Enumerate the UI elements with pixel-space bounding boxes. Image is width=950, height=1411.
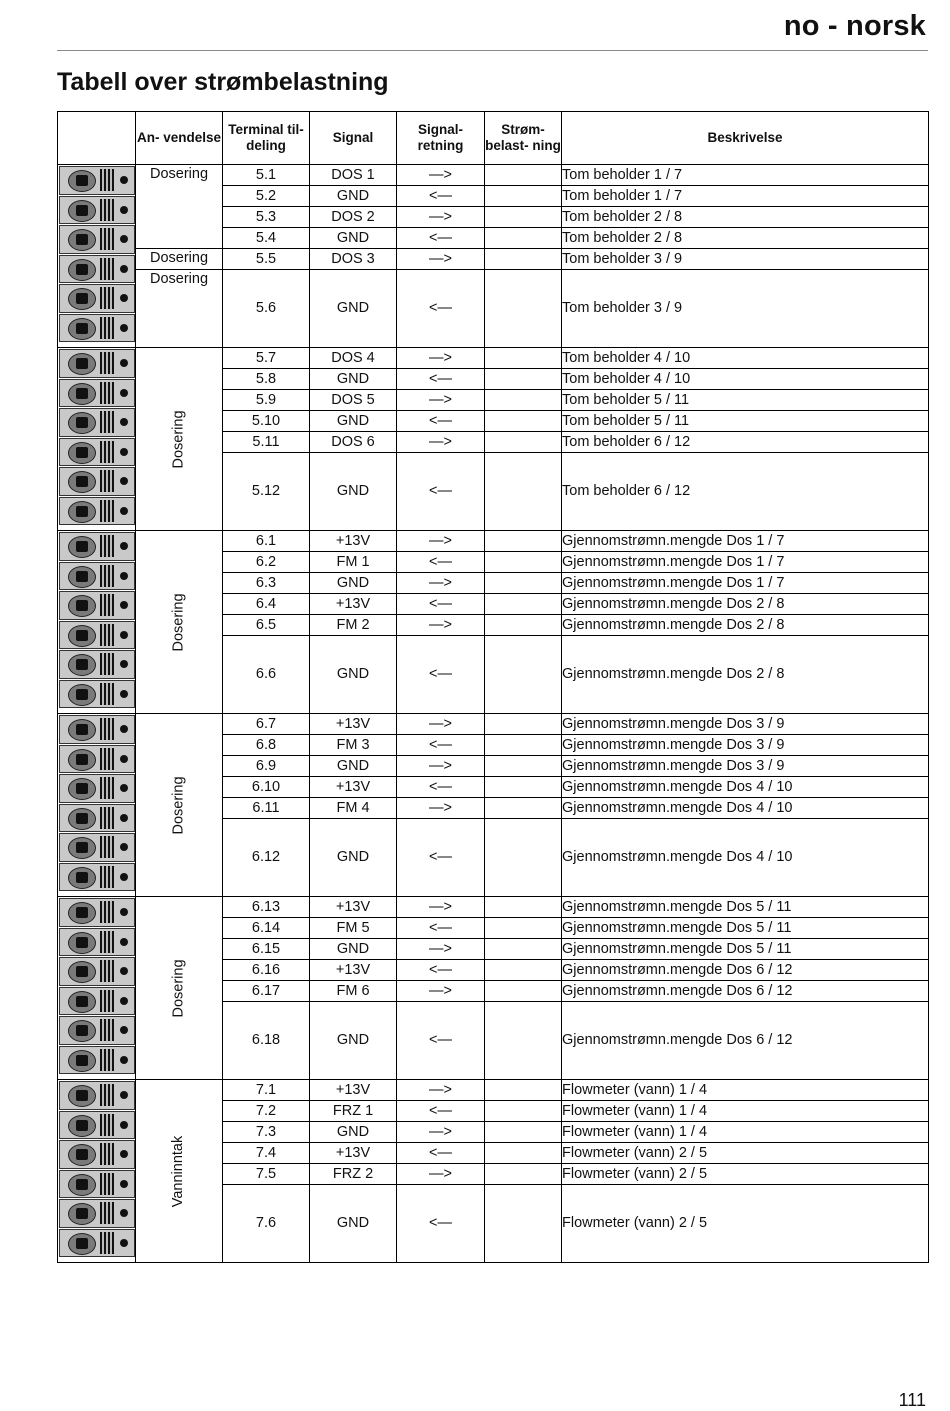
cell-signal: GND: [310, 1002, 397, 1080]
connector-pin-icon: [59, 225, 135, 254]
cell-signal: GND: [310, 453, 397, 531]
header-terminal: Terminal til- deling: [223, 112, 310, 165]
connector-pin-icon: [59, 314, 135, 343]
connector-pin-icon: [59, 438, 135, 467]
cell-terminal: 5.8: [223, 369, 310, 390]
header-signal-retning: Signal- retning: [397, 112, 485, 165]
table-row: [58, 249, 929, 270]
cell-signal-retning: —>: [397, 1164, 485, 1185]
cell-signal: FM 1: [310, 552, 397, 573]
cell-terminal: 6.2: [223, 552, 310, 573]
table-row: [58, 897, 929, 918]
cell-anvendelse: Dosering: [136, 165, 223, 249]
cell-terminal: 6.7: [223, 714, 310, 735]
cell-strombelastning: [485, 1101, 562, 1122]
cell-strombelastning: [485, 939, 562, 960]
cell-beskrivelse: Tom beholder 3 / 9: [562, 270, 929, 348]
cell-beskrivelse: Gjennomstrømn.mengde Dos 6 / 12: [562, 960, 929, 981]
cell-terminal: 5.7: [223, 348, 310, 369]
cell-signal-retning: —>: [397, 756, 485, 777]
cell-beskrivelse: Gjennomstrømn.mengde Dos 3 / 9: [562, 735, 929, 756]
cell-signal-retning: —>: [397, 897, 485, 918]
cell-terminal: 7.4: [223, 1143, 310, 1164]
connector-pin-icon: [59, 1016, 135, 1045]
connector-pin-icon: [59, 1140, 135, 1169]
cell-anvendelse-group: [136, 531, 223, 714]
cell-signal: +13V: [310, 960, 397, 981]
cell-beskrivelse: Gjennomstrømn.mengde Dos 5 / 11: [562, 939, 929, 960]
connector-pin-icon: [59, 1111, 135, 1140]
connector-pin-icon: [59, 680, 135, 709]
header-beskrivelse: Beskrivelse: [562, 112, 929, 165]
cell-strombelastning: [485, 735, 562, 756]
cell-strombelastning: [485, 411, 562, 432]
cell-strombelastning: [485, 1002, 562, 1080]
cell-strombelastning: [485, 249, 562, 270]
cell-signal: GND: [310, 186, 397, 207]
cell-terminal: 7.6: [223, 1185, 310, 1263]
cell-signal: DOS 1: [310, 165, 397, 186]
cell-signal: GND: [310, 1122, 397, 1143]
cell-terminal: 5.4: [223, 228, 310, 249]
cell-terminal: 5.3: [223, 207, 310, 228]
table-header-row: [58, 112, 929, 165]
cell-terminal: 6.17: [223, 981, 310, 1002]
cell-beskrivelse: Gjennomstrømn.mengde Dos 6 / 12: [562, 981, 929, 1002]
cell-beskrivelse: Tom beholder 3 / 9: [562, 249, 929, 270]
cell-beskrivelse: Gjennomstrømn.mengde Dos 2 / 8: [562, 636, 929, 714]
connector-pin-icon: [59, 745, 135, 774]
cell-signal-retning: <—: [397, 1101, 485, 1122]
cell-signal-retning: <—: [397, 1002, 485, 1080]
cell-signal: GND: [310, 636, 397, 714]
connector-pin-icon: [59, 928, 135, 957]
cell-strombelastning: [485, 594, 562, 615]
cell-signal-retning: <—: [397, 186, 485, 207]
terminal-connector-image: [58, 897, 136, 1080]
cell-signal-retning: —>: [397, 390, 485, 411]
cell-beskrivelse: Flowmeter (vann) 1 / 4: [562, 1122, 929, 1143]
cell-terminal: 6.12: [223, 819, 310, 897]
cell-strombelastning: [485, 552, 562, 573]
terminal-connector-image: [58, 714, 136, 897]
page-number: 111: [898, 1390, 926, 1410]
cell-terminal: 6.3: [223, 573, 310, 594]
cell-beskrivelse: Gjennomstrømn.mengde Dos 3 / 9: [562, 714, 929, 735]
cell-terminal: 5.12: [223, 453, 310, 531]
cell-strombelastning: [485, 918, 562, 939]
cell-signal-retning: —>: [397, 165, 485, 186]
cell-terminal: 6.8: [223, 735, 310, 756]
cell-strombelastning: [485, 207, 562, 228]
cell-signal: +13V: [310, 714, 397, 735]
cell-beskrivelse: Flowmeter (vann) 2 / 5: [562, 1143, 929, 1164]
cell-strombelastning: [485, 1080, 562, 1101]
cell-signal: +13V: [310, 1143, 397, 1164]
connector-pin-icon: [59, 196, 135, 225]
cell-signal-retning: <—: [397, 735, 485, 756]
cell-signal-retning: —>: [397, 531, 485, 552]
cell-signal-retning: <—: [397, 453, 485, 531]
cell-beskrivelse: Tom beholder 5 / 11: [562, 390, 929, 411]
cell-terminal: 7.1: [223, 1080, 310, 1101]
cell-anvendelse-group: [136, 348, 223, 531]
connector-pin-icon: [59, 715, 135, 744]
terminal-connector-image: [58, 165, 136, 348]
cell-signal: GND: [310, 411, 397, 432]
cell-signal: GND: [310, 228, 397, 249]
anvendelse-vertical-label: Vanninntak: [170, 1135, 187, 1207]
cell-beskrivelse: Gjennomstrømn.mengde Dos 2 / 8: [562, 594, 929, 615]
cell-beskrivelse: Gjennomstrømn.mengde Dos 4 / 10: [562, 777, 929, 798]
cell-beskrivelse: Tom beholder 2 / 8: [562, 228, 929, 249]
cell-terminal: 6.14: [223, 918, 310, 939]
cell-signal: +13V: [310, 1080, 397, 1101]
cell-beskrivelse: Gjennomstrømn.mengde Dos 5 / 11: [562, 897, 929, 918]
cell-signal: GND: [310, 1185, 397, 1263]
connector-pin-icon: [59, 255, 135, 284]
connector-pin-icon: [59, 650, 135, 679]
cell-terminal: 6.9: [223, 756, 310, 777]
terminal-connector-image: [58, 531, 136, 714]
connector-pin-icon: [59, 591, 135, 620]
connector-pin-icon: [59, 1081, 135, 1110]
cell-signal-retning: <—: [397, 918, 485, 939]
cell-signal-retning: —>: [397, 207, 485, 228]
connector-pin-icon: [59, 349, 135, 378]
connector-pin-icon: [59, 408, 135, 437]
cell-beskrivelse: Flowmeter (vann) 1 / 4: [562, 1101, 929, 1122]
cell-signal-retning: —>: [397, 1080, 485, 1101]
current-load-table: [57, 111, 929, 1263]
terminal-connector-image: [58, 348, 136, 531]
header-rule: [57, 50, 928, 51]
cell-beskrivelse: Tom beholder 6 / 12: [562, 432, 929, 453]
cell-strombelastning: [485, 714, 562, 735]
cell-signal: GND: [310, 573, 397, 594]
cell-signal: GND: [310, 270, 397, 348]
anvendelse-vertical-label: Dosering: [170, 592, 187, 652]
cell-signal-retning: <—: [397, 819, 485, 897]
cell-signal-retning: <—: [397, 960, 485, 981]
cell-terminal: 5.9: [223, 390, 310, 411]
cell-terminal: 6.5: [223, 615, 310, 636]
cell-signal-retning: —>: [397, 939, 485, 960]
cell-signal-retning: <—: [397, 270, 485, 348]
cell-signal: FM 4: [310, 798, 397, 819]
cell-beskrivelse: Gjennomstrømn.mengde Dos 3 / 9: [562, 756, 929, 777]
cell-beskrivelse: Gjennomstrømn.mengde Dos 4 / 10: [562, 819, 929, 897]
cell-strombelastning: [485, 1143, 562, 1164]
cell-terminal: 6.10: [223, 777, 310, 798]
cell-signal: +13V: [310, 531, 397, 552]
cell-signal: DOS 5: [310, 390, 397, 411]
table-row: [58, 270, 929, 348]
connector-pin-icon: [59, 1199, 135, 1228]
cell-signal-retning: <—: [397, 1143, 485, 1164]
table-row: [58, 1080, 929, 1101]
cell-strombelastning: [485, 1122, 562, 1143]
cell-anvendelse-group: [136, 714, 223, 897]
cell-signal-retning: <—: [397, 636, 485, 714]
cell-strombelastning: [485, 270, 562, 348]
cell-anvendelse-group: [136, 897, 223, 1080]
connector-pin-icon: [59, 532, 135, 561]
connector-pin-icon: [59, 898, 135, 927]
cell-signal: GND: [310, 756, 397, 777]
cell-terminal: 6.4: [223, 594, 310, 615]
cell-strombelastning: [485, 573, 562, 594]
cell-signal: GND: [310, 369, 397, 390]
cell-terminal: 6.1: [223, 531, 310, 552]
cell-terminal: 7.3: [223, 1122, 310, 1143]
connector-pin-icon: [59, 467, 135, 496]
connector-pin-icon: [59, 284, 135, 313]
cell-strombelastning: [485, 1185, 562, 1263]
cell-beskrivelse: Gjennomstrømn.mengde Dos 4 / 10: [562, 798, 929, 819]
cell-beskrivelse: Tom beholder 1 / 7: [562, 165, 929, 186]
cell-strombelastning: [485, 228, 562, 249]
anvendelse-vertical-label: Dosering: [170, 409, 187, 469]
cell-strombelastning: [485, 615, 562, 636]
connector-pin-icon: [59, 1229, 135, 1258]
connector-pin-icon: [59, 863, 135, 892]
cell-beskrivelse: Flowmeter (vann) 1 / 4: [562, 1080, 929, 1101]
cell-signal-retning: —>: [397, 1122, 485, 1143]
cell-beskrivelse: Tom beholder 6 / 12: [562, 453, 929, 531]
cell-strombelastning: [485, 390, 562, 411]
anvendelse-vertical-label: Dosering: [170, 775, 187, 835]
cell-terminal: 5.6: [223, 270, 310, 348]
cell-signal-retning: —>: [397, 981, 485, 1002]
cell-strombelastning: [485, 1164, 562, 1185]
cell-signal: FM 2: [310, 615, 397, 636]
cell-terminal: 6.15: [223, 939, 310, 960]
terminal-connector-image: [58, 1080, 136, 1263]
table-row: [58, 714, 929, 735]
cell-signal-retning: <—: [397, 369, 485, 390]
cell-strombelastning: [485, 369, 562, 390]
cell-anvendelse-group: [136, 1080, 223, 1263]
cell-signal-retning: <—: [397, 411, 485, 432]
cell-strombelastning: [485, 981, 562, 1002]
cell-beskrivelse: Tom beholder 4 / 10: [562, 369, 929, 390]
cell-beskrivelse: Gjennomstrømn.mengde Dos 1 / 7: [562, 552, 929, 573]
cell-signal-retning: <—: [397, 1185, 485, 1263]
cell-beskrivelse: Gjennomstrømn.mengde Dos 6 / 12: [562, 1002, 929, 1080]
cell-beskrivelse: Gjennomstrømn.mengde Dos 5 / 11: [562, 918, 929, 939]
cell-signal: FM 6: [310, 981, 397, 1002]
cell-signal: GND: [310, 819, 397, 897]
cell-terminal: 5.10: [223, 411, 310, 432]
cell-signal: +13V: [310, 777, 397, 798]
cell-signal-retning: <—: [397, 228, 485, 249]
cell-strombelastning: [485, 636, 562, 714]
table-row: [58, 165, 929, 186]
cell-terminal: 7.2: [223, 1101, 310, 1122]
cell-signal-retning: —>: [397, 432, 485, 453]
cell-strombelastning: [485, 432, 562, 453]
cell-signal-retning: —>: [397, 714, 485, 735]
cell-terminal: 5.11: [223, 432, 310, 453]
page-title: Tabell over strømbelastning: [57, 68, 389, 96]
table-row: [58, 531, 929, 552]
cell-strombelastning: [485, 819, 562, 897]
cell-signal: FM 3: [310, 735, 397, 756]
connector-pin-icon: [59, 957, 135, 986]
cell-terminal: 6.16: [223, 960, 310, 981]
cell-beskrivelse: Tom beholder 4 / 10: [562, 348, 929, 369]
cell-beskrivelse: Gjennomstrømn.mengde Dos 1 / 7: [562, 573, 929, 594]
cell-signal-retning: <—: [397, 594, 485, 615]
connector-pin-icon: [59, 166, 135, 195]
cell-strombelastning: [485, 531, 562, 552]
cell-signal-retning: —>: [397, 573, 485, 594]
language-label: no - norsk: [783, 10, 926, 42]
cell-beskrivelse: Gjennomstrømn.mengde Dos 1 / 7: [562, 531, 929, 552]
cell-terminal: 5.1: [223, 165, 310, 186]
header-signal: Signal: [310, 112, 397, 165]
header-image-col: [58, 112, 136, 165]
cell-signal: FM 5: [310, 918, 397, 939]
cell-signal: DOS 2: [310, 207, 397, 228]
connector-pin-icon: [59, 497, 135, 526]
cell-beskrivelse: Flowmeter (vann) 2 / 5: [562, 1185, 929, 1263]
cell-beskrivelse: Tom beholder 1 / 7: [562, 186, 929, 207]
cell-signal-retning: —>: [397, 348, 485, 369]
cell-strombelastning: [485, 798, 562, 819]
cell-beskrivelse: Tom beholder 2 / 8: [562, 207, 929, 228]
cell-signal-retning: —>: [397, 798, 485, 819]
connector-pin-icon: [59, 987, 135, 1016]
cell-signal: +13V: [310, 594, 397, 615]
cell-signal: FRZ 1: [310, 1101, 397, 1122]
header-anvendelse: An- vendelse: [136, 112, 223, 165]
connector-pin-icon: [59, 621, 135, 650]
cell-strombelastning: [485, 165, 562, 186]
cell-signal: DOS 6: [310, 432, 397, 453]
cell-signal: DOS 4: [310, 348, 397, 369]
cell-terminal: 6.18: [223, 1002, 310, 1080]
connector-pin-icon: [59, 774, 135, 803]
cell-strombelastning: [485, 960, 562, 981]
cell-beskrivelse: Gjennomstrømn.mengde Dos 2 / 8: [562, 615, 929, 636]
cell-terminal: 6.13: [223, 897, 310, 918]
cell-beskrivelse: Flowmeter (vann) 2 / 5: [562, 1164, 929, 1185]
cell-terminal: 6.6: [223, 636, 310, 714]
cell-terminal: 6.11: [223, 798, 310, 819]
connector-pin-icon: [59, 1046, 135, 1075]
cell-terminal: 7.5: [223, 1164, 310, 1185]
cell-signal-retning: —>: [397, 249, 485, 270]
cell-signal: GND: [310, 939, 397, 960]
cell-signal-retning: —>: [397, 615, 485, 636]
header-strombelastning: Strøm- belast- ning: [485, 112, 562, 165]
cell-beskrivelse: Tom beholder 5 / 11: [562, 411, 929, 432]
connector-pin-icon: [59, 1170, 135, 1199]
cell-strombelastning: [485, 186, 562, 207]
cell-signal: +13V: [310, 897, 397, 918]
connector-pin-icon: [59, 379, 135, 408]
connector-pin-icon: [59, 833, 135, 862]
cell-signal-retning: <—: [397, 552, 485, 573]
connector-pin-icon: [59, 804, 135, 833]
cell-signal: DOS 3: [310, 249, 397, 270]
cell-strombelastning: [485, 897, 562, 918]
cell-anvendelse: Dosering: [136, 249, 223, 270]
cell-anvendelse: Dosering: [136, 270, 223, 348]
cell-terminal: 5.5: [223, 249, 310, 270]
table-row: [58, 348, 929, 369]
connector-pin-icon: [59, 562, 135, 591]
cell-signal-retning: <—: [397, 777, 485, 798]
cell-strombelastning: [485, 777, 562, 798]
cell-strombelastning: [485, 756, 562, 777]
cell-strombelastning: [485, 348, 562, 369]
cell-signal: FRZ 2: [310, 1164, 397, 1185]
cell-terminal: 5.2: [223, 186, 310, 207]
anvendelse-vertical-label: Dosering: [170, 958, 187, 1018]
cell-strombelastning: [485, 453, 562, 531]
